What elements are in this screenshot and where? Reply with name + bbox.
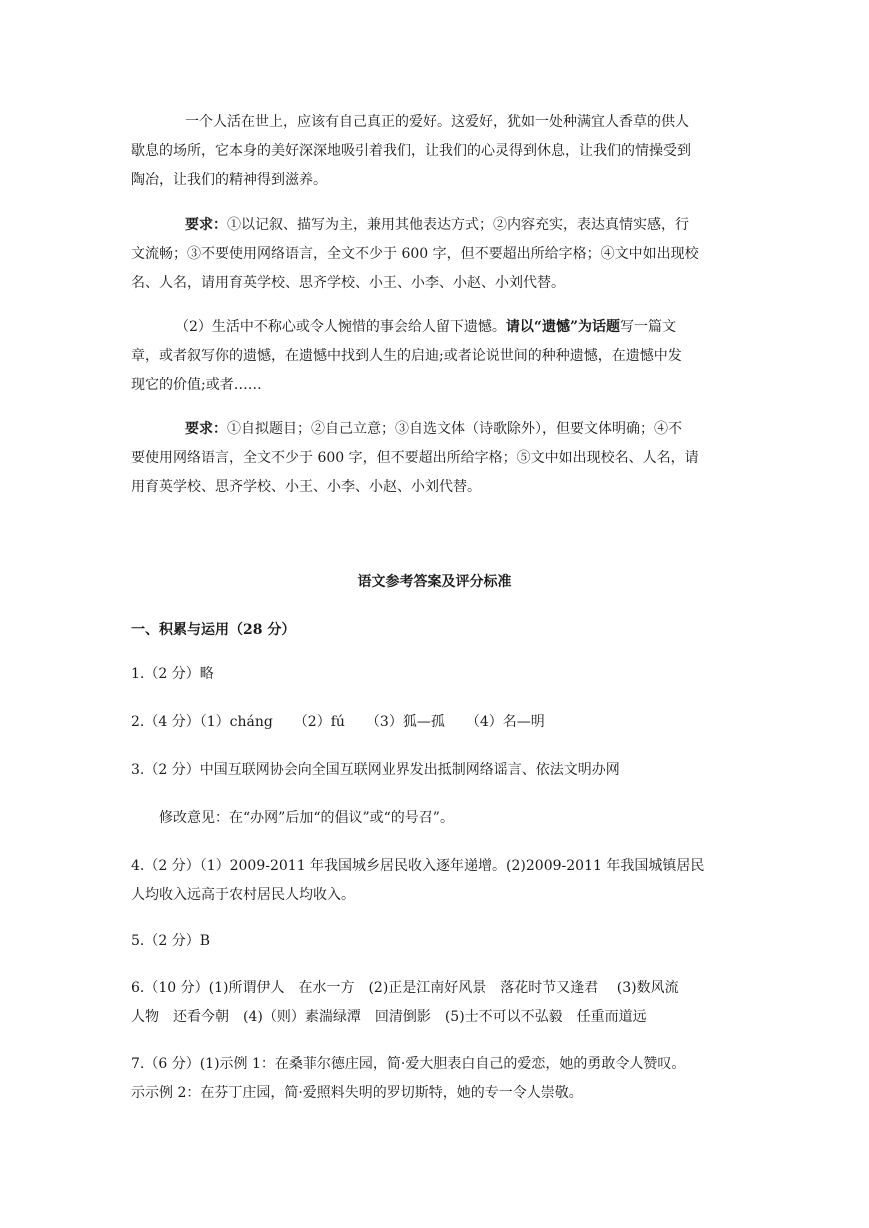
prompt1-line: 陶冶，让我们的精神得到滋养。	[131, 172, 327, 188]
answer-line: 人均收入远高于农村居民人均收入。	[131, 887, 355, 903]
prompt2-suffix: 写一篇文	[620, 319, 677, 335]
answer-item-4	[131, 852, 751, 910]
answer-item-3	[131, 756, 751, 785]
answer-line: 4.（2 分）（1）2009-2011 年我国城乡居民收入逐年递增。(2)2009-2011 年我国城镇居民	[131, 858, 705, 874]
requirements-label: 要求：	[185, 421, 227, 437]
answer-line: 示示例 2：在芬丁庄园，简·爱照料失明的罗切斯特，她的专一令人崇敬。	[131, 1085, 583, 1101]
answer-item-3-note	[131, 804, 751, 833]
prompt2-line: 章，或者叙写你的遗憾，在遗憾中找到人生的启迪;或者论说世间的种种遗憾，在遗憾中发	[131, 348, 682, 364]
answer-line: 修改意见：在“办网”后加“的倡议”或“的号召”。	[131, 810, 454, 826]
answers-title: 语文参考答案及评分标准	[357, 574, 512, 590]
section-heading: 一、积累与运用（28 分）	[131, 622, 296, 638]
prompt2-prefix: （2）生活中不称心或令人惋惜的事会给人留下遗憾。	[175, 319, 506, 335]
answer-item-7	[131, 1050, 751, 1108]
req1-line: ①以记叙、描写为主，兼用其他表达方式；②内容充实，表达真情实感，行	[227, 217, 689, 233]
essay-requirements-1	[131, 211, 737, 298]
req2-line: 用育英学校、思齐学校、小王、小李、小赵、小刘代替。	[131, 479, 481, 495]
essay-prompt-2	[131, 313, 737, 400]
prompt1-line: 歇息的场所，它本身的美好深深地吸引着我们，让我们的心灵得到休息，让我们的情操受到	[131, 143, 691, 159]
answer-line: 2.（4 分）（1）cháng （2）fú （3）狐—孤 （4）名—明	[131, 714, 545, 730]
answer-item-6	[131, 974, 751, 1032]
answer-item-5	[131, 927, 751, 956]
answer-item-2	[131, 708, 751, 737]
answer-line: 3.（2 分）中国互联网协会向全国互联网业界发出抵制网络谣言、依法文明办网	[131, 762, 620, 778]
prompt2-topic: 请以“遗憾”为话题	[505, 319, 621, 335]
req1-line: 文流畅；③不要使用网络语言，全文不少于 600 字，但不要超出所给字格；④文中如出现校	[131, 246, 699, 262]
answer-line: 1.（2 分）略	[131, 666, 214, 682]
answer-line: 5.（2 分）B	[131, 933, 211, 949]
answer-line: 6.（10 分）(1)所谓伊人 在水一方 (2)正是江南好风景 落花时节又逢君 (3)数风流	[131, 980, 679, 996]
prompt1-line: 一个人活在世上，应该有自己真正的爱好。这爱好，犹如一处种满宜人香草的供人	[185, 114, 689, 130]
essay-requirements-2	[131, 415, 737, 502]
answer-line: 人物 还看今朝 (4)（则）素湍绿潭 回清倒影 (5)士不可以不弘毅 任重而道远	[131, 1009, 647, 1025]
req2-line: 要使用网络语言，全文不少于 600 字，但不要超出所给字格；⑤文中如出现校名、人名，请	[131, 450, 699, 466]
prompt2-line: 现它的价值;或者……	[131, 377, 262, 393]
answer-line: 7.（6 分）(1)示例 1：在桑菲尔德庄园，简·爱大胆表白自己的爱恋，她的勇敢令人赞叹。	[131, 1056, 686, 1072]
req1-line: 名、人名，请用育英学校、思齐学校、小王、小李、小赵、小刘代替。	[131, 275, 565, 291]
essay-prompt-1	[131, 108, 737, 195]
requirements-label: 要求：	[185, 217, 227, 233]
req2-line: ①自拟题目；②自己立意；③自选文体（诗歌除外），但要文体明确；④不	[227, 421, 682, 437]
answer-item-1	[131, 660, 751, 689]
